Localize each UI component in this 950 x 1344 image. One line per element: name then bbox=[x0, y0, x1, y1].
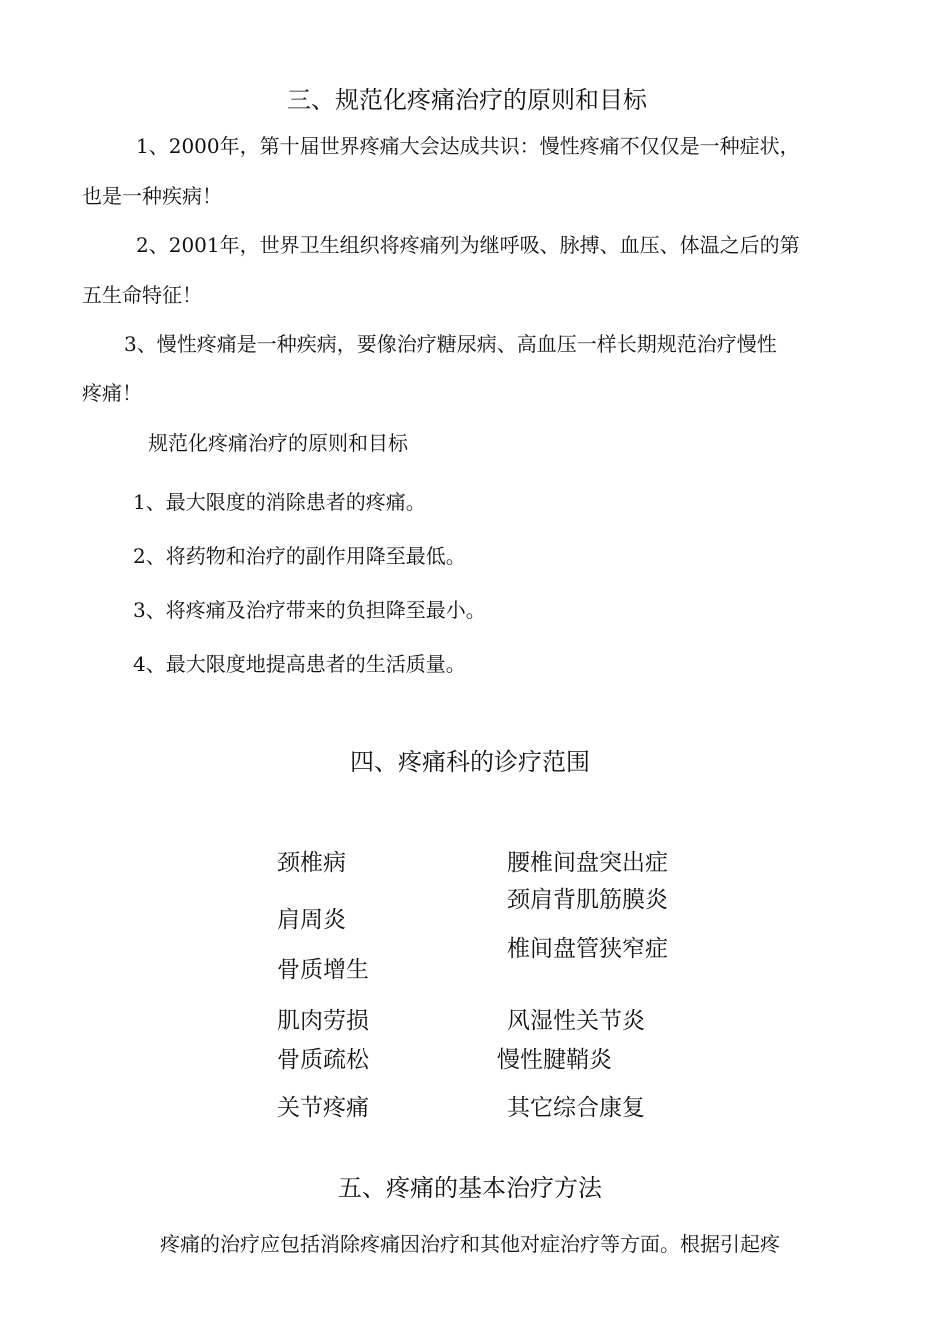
section5-paragraph: 疼痛的治疗应包括消除疼痛因治疗和其他对症治疗等方面。根据引起疼 bbox=[160, 1232, 780, 1256]
scope-right-6: 其它综合康复 bbox=[507, 1095, 645, 1121]
section3-item-2-line2: 五生命特征！ bbox=[82, 283, 202, 307]
goal-item-1: 1、最大限度的消除患者的疼痛。 bbox=[133, 490, 426, 514]
scope-left-4: 肌肉劳损 bbox=[277, 1008, 369, 1034]
section3-subtitle: 规范化疼痛治疗的原则和目标 bbox=[148, 431, 408, 455]
scope-right-3: 椎间盘管狭窄症 bbox=[507, 936, 668, 962]
goal-item-4: 4、最大限度地提高患者的生活质量。 bbox=[133, 652, 466, 676]
scope-left-3: 骨质增生 bbox=[277, 957, 369, 983]
scope-right-5: 慢性腱鞘炎 bbox=[497, 1047, 612, 1073]
scope-right-4: 风湿性关节炎 bbox=[507, 1008, 645, 1034]
section4-title: 四、疼痛科的诊疗范围 bbox=[350, 748, 590, 776]
section3-item-1-line1: 1、2000年，第十届世界疼痛大会达成共识：慢性疼痛不仅仅是一种症状， bbox=[136, 134, 800, 158]
section5-title: 五、疼痛的基本治疗方法 bbox=[338, 1174, 602, 1202]
goal-item-3: 3、将疼痛及治疗带来的负担降至最小。 bbox=[133, 598, 486, 622]
section3-item-3-line2: 疼痛！ bbox=[82, 381, 142, 405]
section3-item-1-line2: 也是一种疾病！ bbox=[82, 184, 222, 208]
section3-item-2-line1: 2、2001年，世界卫生组织将疼痛列为继呼吸、脉搏、血压、体温之后的第 bbox=[136, 233, 800, 257]
section3-title: 三、规范化疼痛治疗的原则和目标 bbox=[287, 86, 647, 114]
scope-left-2: 肩周炎 bbox=[277, 907, 346, 933]
scope-right-1: 腰椎间盘突出症 bbox=[507, 850, 668, 876]
scope-left-6: 关节疼痛 bbox=[277, 1095, 369, 1121]
goal-item-2: 2、将药物和治疗的副作用降至最低。 bbox=[133, 544, 466, 568]
section3-item-3-line1: 3、慢性疼痛是一种疾病，要像治疗糖尿病、高血压一样长期规范治疗慢性 bbox=[124, 332, 777, 356]
scope-left-1: 颈椎病 bbox=[277, 850, 346, 876]
scope-left-5: 骨质疏松 bbox=[277, 1047, 369, 1073]
scope-right-2: 颈肩背肌筋膜炎 bbox=[507, 887, 668, 913]
